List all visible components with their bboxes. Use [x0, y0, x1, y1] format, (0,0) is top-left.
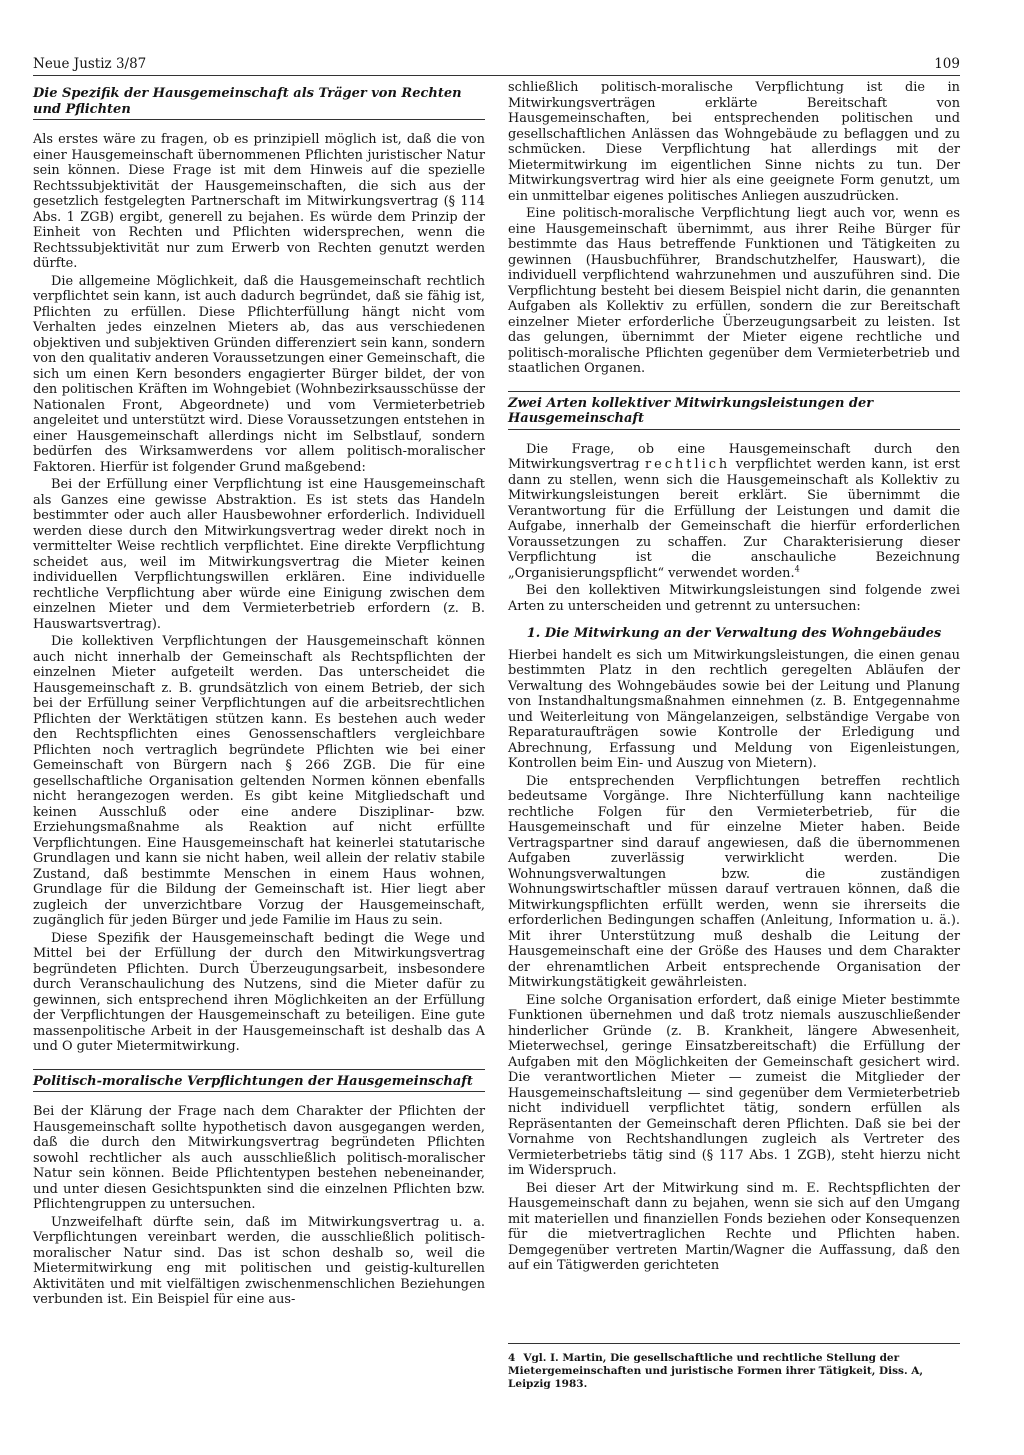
paragraph: Diese Spezifik der Hausgemeinschaft bedingt die Wege und Mittel bei der Erfüllung der durch den Mitwirkungsvertrag begründeten Pflichten. Durch Überzeugungsarbeit, insbesondere durch Veranschaulichung des Nutzens, sind die Mieter dafür zu gewinnen, sich entsprechend ihren Möglichkeiten an der Erfüllung der Verpflichtungen der Hausgemeinschaft zu beteiligen. Eine gute massenpolitische Arbeit in der Hausgemeinschaft ist deshalb das A und O guter Mietermitwirkung. — [33, 930, 485, 1054]
running-head — [33, 53, 960, 76]
paragraph-text: verpflichtet werden kann, ist erst dann zu stellen, wenn sich die Hausgemeinschaft als Kollektiv zu Mitwirkungsleistungen bereit erklärt. Sie übernimmt die Verantwortung für die Erfüllung der Leistungen und damit die Aufgabe, innerhalb der Gemeinschaft die hierfür erforderlichen Voraussetzungen zu schaffen. Zur Charakterisierung dieser Verpflichtung ist die anschauliche Bezeichnung „Organisierungspflicht“ verwendet worden. — [508, 457, 960, 581]
paragraph: Bei der Erfüllung einer Verpflichtung ist eine Hausgemeinschaft als Ganzes eine gewisse Abstraktion. Es ist stets das Handeln bestimmter oder auch aller Hausbewohner erforderlich. Individuell werden diese durch den Mitwirkungsvertrag weder direkt noch in vermittelter Weise rechtlich verpflichtet. Eine direkte Verpflichtung scheidet aus, weil im Mitwirkungsvertrag die Mieter keinen individuellen Verpflichtungswillen erklären. Eine individuelle rechtliche Verpflichtung aber würde eine Einigung zwischen dem einzelnen Mieter und dem Vermieterbetrieb erfordern (z. B. Hauswartsvertrag). — [33, 477, 485, 632]
paragraph: Bei dieser Art der Mitwirkung sind m. E. Rechtspflichten der Hausgemeinschaft dann zu bejahen, wenn sie sich auf den Umgang mit materiellen und finanziellen Fonds beziehen oder Konsequenzen für die mietvertraglichen Rechte und Pflichten haben. Demgegenüber vertreten Martin/Wagner die Auffassung, daß den auf ein Tätigwerden gerichteten — [508, 1180, 960, 1273]
paragraph: schließlich politisch-moralische Verpflichtung ist die in Mitwirkungsverträgen erklärte Bereitschaft von Hausgemeinschaften, bei entsprechenden politischen und gesellschaftlichen Anlässen das Wohngebäude zu beflaggen und zu schmücken. Diese Verpflichtung hat allerdings mit der Mietermitwirkung im eigentlichen Sinne nichts zu tun. Der Mitwirkungsvertrag wird hier als eine geeignete Form genutzt, um ein unmittelbar eigenes politisches Anliegen auszudrücken. — [508, 80, 960, 204]
paragraph-text: Die Frage, ob eine Hausgemeinschaft durch den Mitwirkungsvertrag — [508, 441, 960, 472]
footnote-reference[interactable]: 4 — [794, 564, 800, 574]
paragraph: Eine politisch-moralische Verpflichtung liegt auch vor, wenn es eine Hausgemeinschaft übernimmt, aus ihrer Reihe Bürger für bestimmte das Haus betreffende Funktionen und Tätigkeiten zu gewinnen (Hausbuchführer, Brandschutzhelfer, Hauswart), die individuell verpflichtend wahrzunehmen und auszuführen sind. Die Verpflichtung besteht bei diesem Beispiel nicht darin, die genannten Aufgaben als Kollektiv zu erfüllen, sondern die zur Bereitschaft einzelner Mieter erforderliche Überzeugungsarbeit zu leisten. Ist das gelungen, übernimmt der Mieter eigene rechtliche und politisch-moralische Pflichten gegenüber dem Vermieterbetrieb und staatlichen Organen. — [508, 206, 960, 376]
section-heading-politisch-moralisch: Politisch-moralische Verpflichtungen der Hausgemeinschaft — [33, 1069, 485, 1093]
page-number: 109 — [934, 56, 960, 72]
journal-title: Neue Justiz 3/87 — [33, 56, 147, 72]
paragraph: Unzweifelhaft dürfte sein, daß im Mitwirkungsvertrag u. a. Verpflichtungen vereinbart werden, die ausschließlich politisch-moralischer Natur sind. Das ist schon deshalb so, weil die Mietermitwirkung eng mit politischen und geistig-kulturellen Aktivitäten und mit vielfältigen zwischenmenschlichen Beziehungen verbunden ist. Ein Beispiel für eine aus- — [33, 1214, 485, 1307]
footnote — [508, 1343, 960, 1391]
paragraph-organisierungspflicht — [508, 442, 960, 582]
section-heading-spezifik: Die Spezifik der Hausgemeinschaft als Träger von Rechten und Pflichten — [33, 86, 485, 120]
footnote-number: 4 — [508, 1352, 516, 1364]
left-column — [33, 80, 485, 1310]
paragraph: Bei der Klärung der Frage nach dem Charakter der Pflichten der Hausgemeinschaft sollte hypothetisch davon ausgegangen werden, daß die durch den Mitwirkungsvertrag begründeten Pflichten sowohl rechtlicher als auch ausschließlich politisch-moralischer Natur sein können. Beide Pflichtentypen bestehen nebeneinander, und unter diesen Gesichtspunkten sind die einzelnen Pflichten bzw. Pflichtengruppen zu untersuchen. — [33, 1104, 485, 1212]
subheading-verwaltung: 1. Die Mitwirkung an der Verwaltung des Wohngebäudes — [526, 626, 942, 641]
emphasized-word: rechtlich — [644, 457, 731, 472]
paragraph: Die allgemeine Möglichkeit, daß die Hausgemeinschaft rechtlich verpflichtet sein kann, ist auch dadurch begründet, daß sie fähig ist, Pflichten zu erfüllen. Diese Pflichterfüllung hängt nicht vom Verhalten jedes einzelnen Mieters ab, das aus verschiedenen objektiven und subjektiven Gründen differenziert sein kann, sondern von den qualitativ anderen Voraussetzungen einer Gemeinschaft, die sich um einen Kern besonders engagierter Bürger bildet, der von den politischen Kräften im Wohngebiet (Wohnbezirksausschüsse der Nationalen Front, Abgeordnete) und vom Vermieterbetrieb angeleitet und unterstützt wird. Diese Voraussetzungen entstehen in einer Hausgemeinschaft allerdings nicht im Selbstlauf, sondern bedürfen des Wirksamwerdens vor allem politisch-moralischer Faktoren. Hierfür ist folgender Grund maßgebend: — [33, 273, 485, 475]
section-heading-zwei-arten: Zwei Arten kollektiver Mitwirkungsleistungen der Hausgemeinschaft — [508, 391, 960, 430]
footnote-text: Vgl. I. Martin, Die gesellschaftliche und rechtliche Stellung der Mietergemeinschaften und juristische Formen ihrer Tätigkeit, Diss. A, Leipzig 1983. — [508, 1352, 924, 1390]
paragraph: Bei den kollektiven Mitwirkungsleistungen sind folgende zwei Arten zu unterscheiden und getrennt zu untersuchen: — [508, 583, 960, 614]
paragraph: Als erstes wäre zu fragen, ob es prinzipiell möglich ist, daß die von einer Hausgemeinschaft übernommenen Pflichten juristischer Natur sein können. Diese Frage ist mit dem Hinweis auf die spezielle Rechtssubjektivität der Hausgemeinschaften, die sich aus der gesetzlich festgelegten Partnerschaft im Mitwirkungsvertrag (§ 114 Abs. 1 ZGB) ergibt, generell zu bejahen. Es würde dem Prinzip der Einheit von Rechten und Pflichten widersprechen, wenn die Rechtssubjektivität nur zum Erwerb von Rechten genutzt werden dürfte. — [33, 132, 485, 271]
paragraph: Die entsprechenden Verpflichtungen betreffen rechtlich bedeutsame Vorgänge. Ihre Nichterfüllung kann nachteilige rechtliche Folgen für den Vermieterbetrieb, für die Hausgemeinschaft und für einzelne Mieter haben. Beide Vertragspartner sind darauf angewiesen, daß die übernommenen Aufgaben zuverlässig verwirklicht werden. Die Wohnungsverwaltungen bzw. die zuständigen Wohnungswirtschaftler müssen darauf vertrauen können, daß die Mitwirkungspflichten erfüllt werden, wenn sie ihrerseits die erforderlichen Bedingungen schaffen (Anleitung, Information u. ä.). Mit ihrer Unterstützung muß deshalb die Leitung der Hausgemeinschaft eine der Größe des Hauses und dem Charakter der ehrenamtlichen Arbeit entsprechende Organisation der Mitwirkungstätigkeit gewährleisten. — [508, 773, 960, 990]
right-column — [508, 80, 960, 1276]
paragraph: Hierbei handelt es sich um Mitwirkungsleistungen, die einen genau bestimmten Platz in den rechtlich geregelten Abläufen der Verwaltung des Wohngebäudes sowie bei der Leitung und Planung von Instandhaltungsmaßnahmen einnehmen (z. B. Entgegennahme und Weiterleitung von Mängelanzeigen, selbständige Vergabe von Reparaturaufträgen sowie Kontrolle der Erledigung und Abrechnung, Erfassung und Meldung von Eigenleistungen, Kontrollen beim Ein- und Auszug von Mietern). — [508, 647, 960, 771]
paragraph: Die kollektiven Verpflichtungen der Hausgemeinschaft können auch nicht innerhalb der Gemeinschaft als Rechtspflichten der einzelnen Mieter aufgeteilt werden. Das unterscheidet die Hausgemeinschaft z. B. grundsätzlich von einem Betrieb, der sich bei der Erfüllung seiner Verpflichtungen auf die arbeitsrechtlichen Pflichten der Werktätigen stützen kann. Es bestehen auch weder den Rechtspflichten eines Genossenschaftlers vergleichbare Pflichten noch vertraglich begründete Pflichten wie bei einer Gemeinschaft von Bürgern nach § 266 ZGB. Die für eine gesellschaftliche Organisation geltenden Normen können ebenfalls nicht herangezogen werden. Es gibt keine Mitgliedschaft und keinen Ausschluß oder eine andere Disziplinar- bzw. Erziehungsmaßnahme als Reaktion auf nicht erfüllte Verpflichtungen. Eine Hausgemeinschaft hat keinerlei statutarische Grundlagen und kann sie nicht haben, weil allein der relativ stabile Zustand, daß bestimmte Menschen in einem Haus wohnen, Grundlage für die Bildung der Gemeinschaft ist. Hier liegt aber zugleich der unverzichtbare Vorzug der Hausgemeinschaft, zugänglich für jeden Bürger und jede Familie im Haus zu sein. — [33, 634, 485, 928]
paragraph: Eine solche Organisation erfordert, daß einige Mieter bestimmte Funktionen übernehmen und daß trotz niemals auszuschließender hinderlicher Gründe (z. B. Krankheit, längere Abwesenheit, Mieterwechsel, geringe Einsatzbereitschaft) die Erfüllung der Aufgaben mit den Möglichkeiten der Gemeinschaft gesichert wird. Die verantwortlichen Mieter — zumeist die Mitglieder der Hausgemeinschaftsleitung — sind gegenüber dem Vermieterbetrieb nicht individuell verpflichtet tätig, sondern erfüllen als Repräsentanten der Gemeinschaft deren Pflichten. Daß sie bei der Vornahme von Rechtshandlungen zugleich als Vertreter des Vermieterbetriebs tätig sind (§ 117 Abs. 1 ZGB), steht hierzu nicht im Widerspruch. — [508, 992, 960, 1178]
